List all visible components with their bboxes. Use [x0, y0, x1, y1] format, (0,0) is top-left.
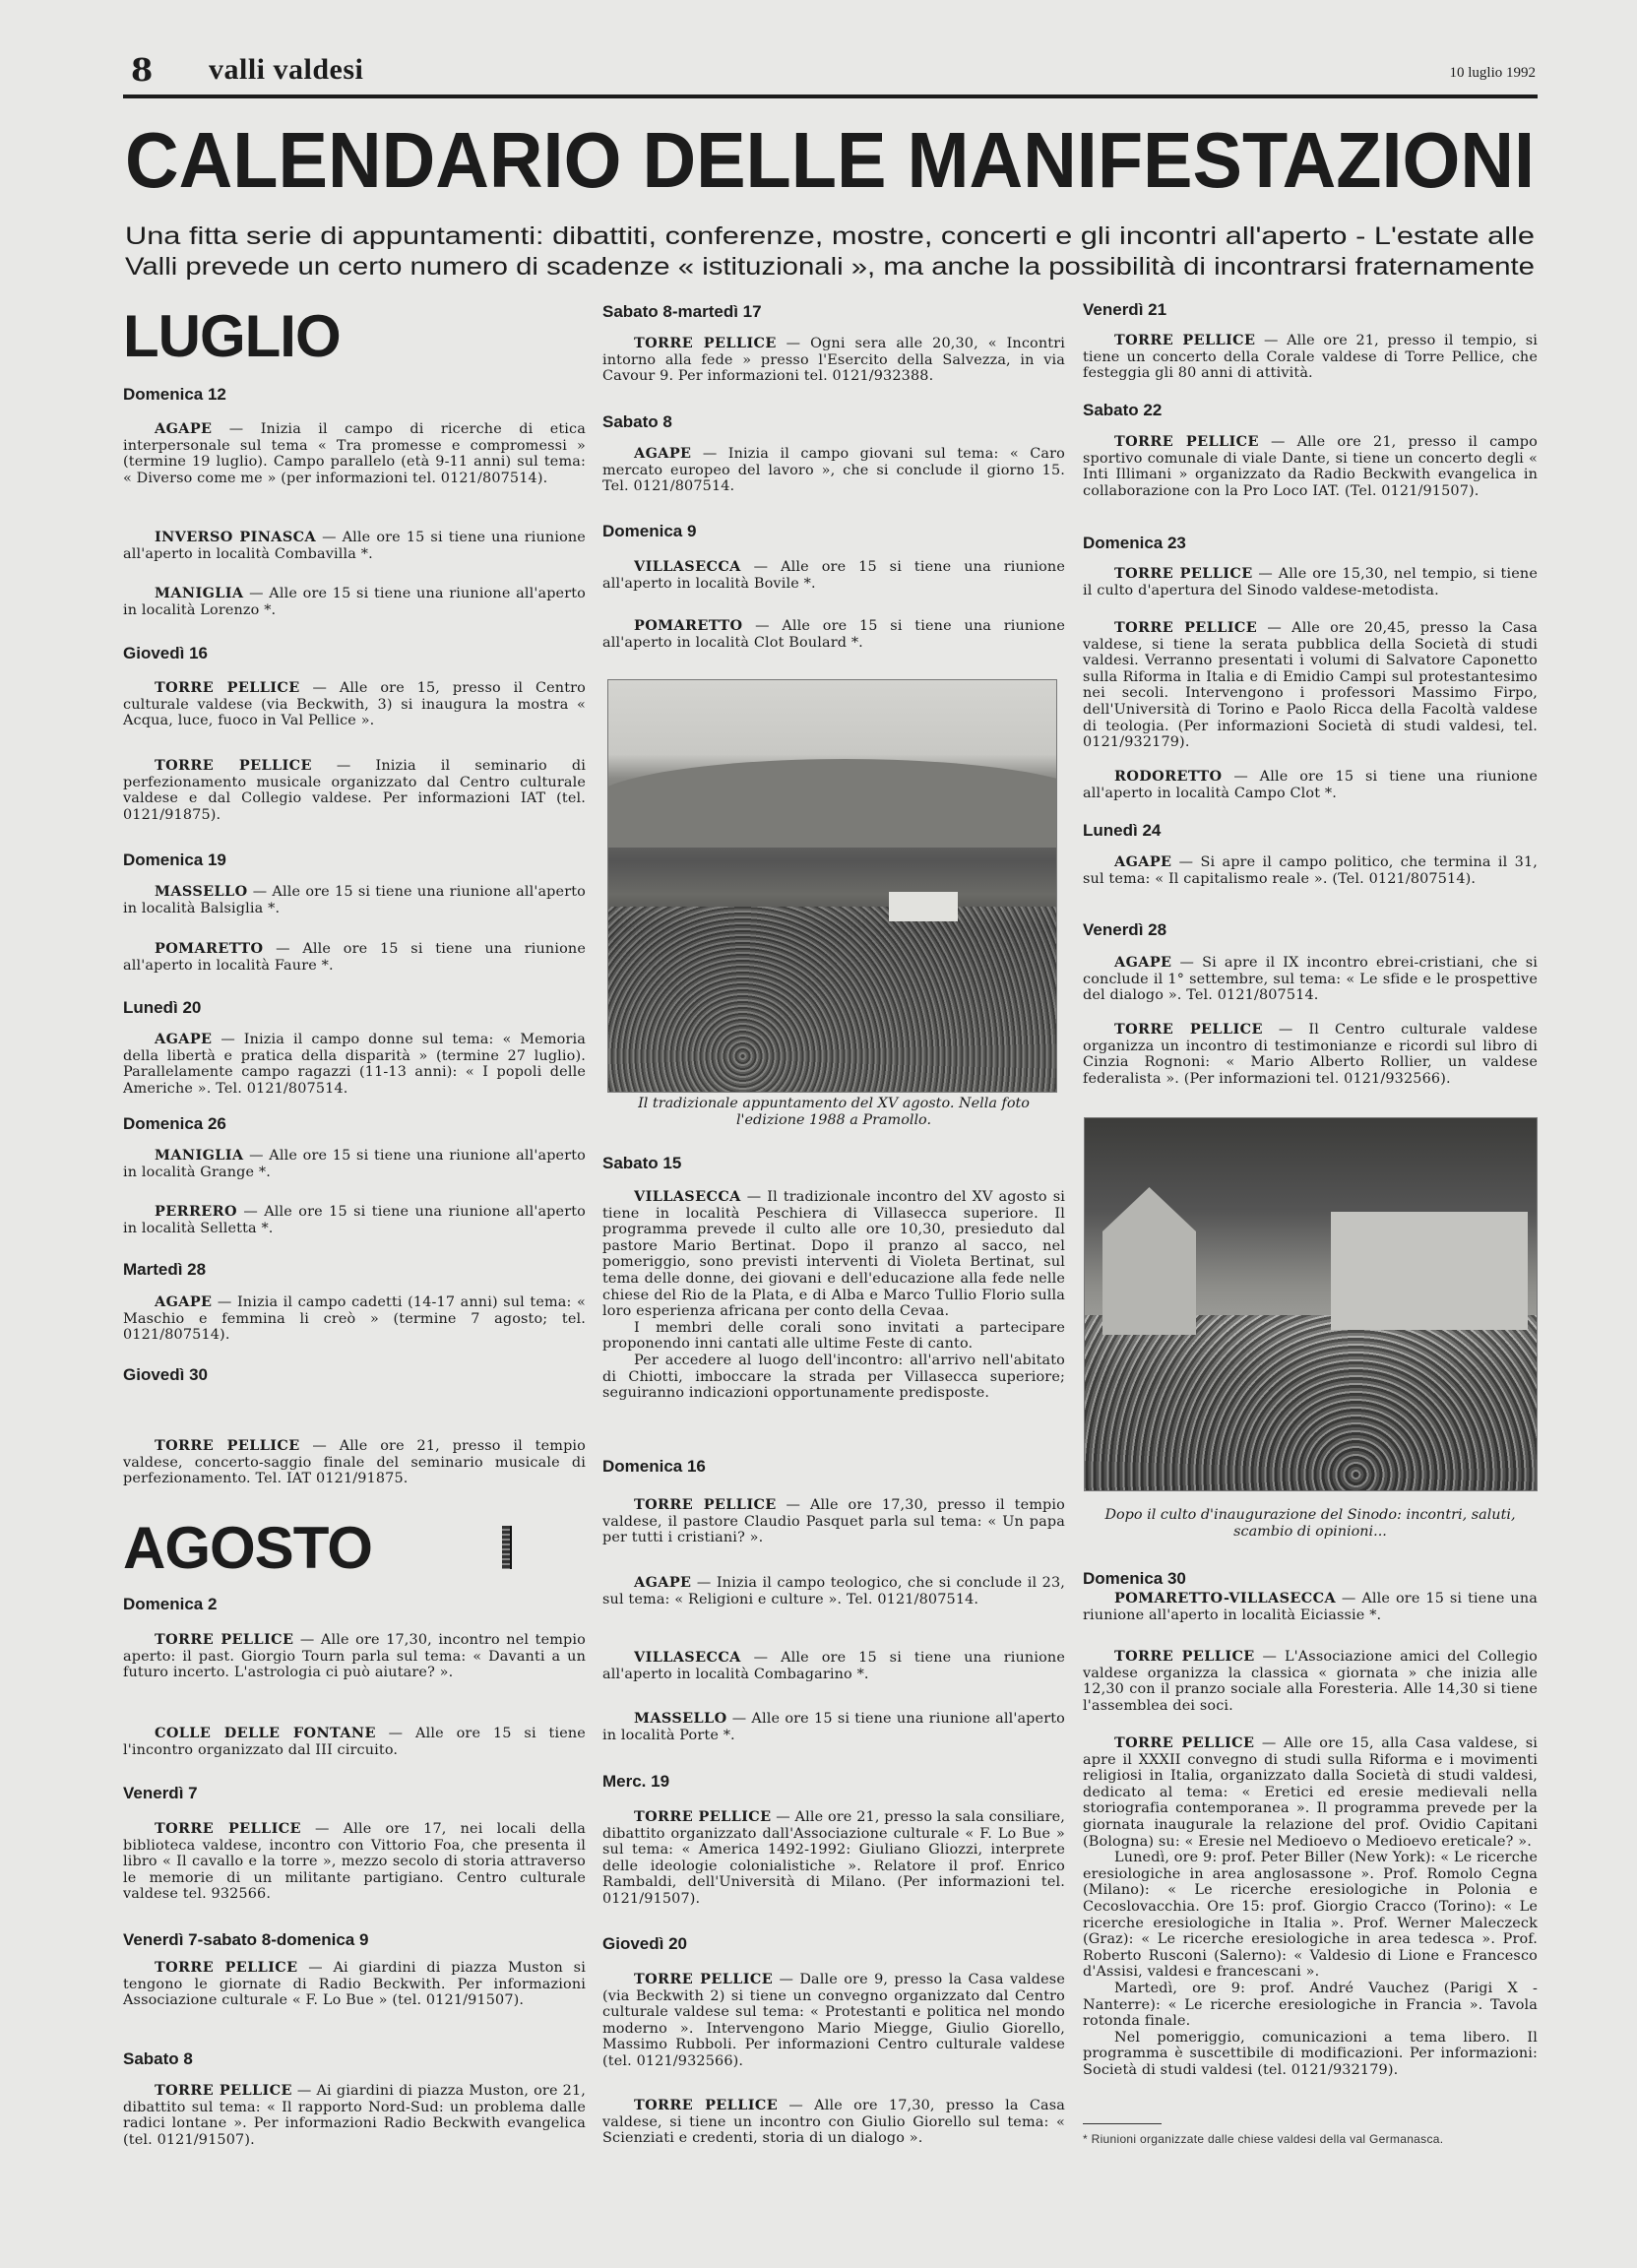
event-entry — [123, 758, 586, 823]
event-text: — Alle ore 15 si tiene una riunione all'aperto in località Lorenzo *. — [123, 586, 586, 618]
event-entry — [123, 941, 586, 974]
event-place: AGAPE — [155, 1293, 213, 1310]
event-entry — [123, 2083, 586, 2148]
footnote-rule — [1083, 2123, 1162, 2124]
event-text: — Inizia il seminario di perfezionamento musicale organizzato dal Centro culturale valdese e dal Collegio valdese. Per informazioni IAT (tel. 0121/91875). — [123, 758, 586, 823]
event-text: — Alle ore 15 si tiene una riunione all'aperto in località Eiciassie *. — [1083, 1591, 1538, 1623]
event-text: — Alle ore 15 si tiene una riunione all'aperto in località Porte *. — [602, 1711, 1065, 1743]
event-text: — L'Associazione amici del Collegio valdese organizza la classica « giornata » che inizia alle 12,30 con il pranzo sociale alla Foresteria. Alle 14,30 si tiene l'assemblea dei soci. — [1083, 1649, 1538, 1714]
event-entry — [1083, 566, 1538, 598]
event-place: TORRE PELLICE — [1114, 565, 1253, 582]
event-text: — Ai giardini di piazza Muston si tengono le giornate di Radio Beckwith. Per informazioni Associazione culturale « F. Lo Bue » (tel. 0121/91507). — [123, 1960, 586, 2009]
event-place: VILLASECCA — [634, 1649, 741, 1666]
event-place: VILLASECCA — [634, 1188, 741, 1205]
day-heading: Lunedì 24 — [1083, 821, 1162, 840]
headline-text: CALENDARIO DELLE MANIFESTAZIONI — [125, 116, 1535, 204]
event-entry — [1083, 1735, 1538, 2078]
event-entry — [1083, 434, 1538, 499]
event-text: — Inizia il campo teologico, che si conclude il 23, sul tema: « Religioni e culture ». Tel. 0121/807514. — [602, 1575, 1065, 1607]
photo-caption: Il tradizionale appuntamento del XV agosto. Nella foto l'edizione 1988 a Pramollo. — [638, 1096, 1030, 1128]
day-heading: Martedì 28 — [123, 1260, 207, 1279]
event-place: MANIGLIA — [155, 1147, 244, 1164]
month-heading-july: LUGLIO — [123, 303, 341, 369]
publication-name: valli valdesi — [209, 53, 364, 86]
day-heading: Domenica 30 — [1083, 1569, 1186, 1588]
event-text: — Alle ore 15 si tiene una riunione all'aperto in località Bovile *. — [602, 559, 1065, 592]
event-place: AGAPE — [1114, 954, 1172, 971]
event-place: MASSELLO — [155, 883, 248, 900]
event-place: POMARETTO — [155, 940, 264, 957]
event-place: AGAPE — [155, 1031, 213, 1047]
event-place: TORRE PELLICE — [155, 1959, 298, 1976]
event-paragraph: I membri delle corali sono invitati a partecipare proponendo inni cantati alle ultime Feste di canto. — [602, 1319, 1065, 1353]
day-heading: Sabato 22 — [1083, 401, 1163, 419]
event-place: TORRE PELLICE — [1114, 1021, 1263, 1038]
event-place: RODORETTO — [1114, 768, 1223, 785]
event-text: — Alle ore 17,30, presso il tempio valdese, il pastore Claudio Pasquet parla sul tema: « Un papa per tutti i cristiani? ». — [602, 1497, 1065, 1546]
event-text: — Alle ore 15, presso il Centro culturale valdese (via Beckwith, 3) si inaugura la mostra « Acqua, luce, fuoco in Val Pellice ». — [123, 680, 586, 729]
event-entry — [602, 1650, 1065, 1682]
event-text: — Inizia il campo donne sul tema: « Memoria della libertà e pratica della disparità » (termine 27 luglio). Parallelamente campo ragazzi (11-13 anni): « I popoli delle Americhe ». Tel. 0121/807514. — [123, 1032, 586, 1097]
event-place: INVERSO PINASCA — [155, 529, 317, 545]
event-entry — [602, 1711, 1065, 1743]
event-text: — Alle ore 15 si tiene una riunione all'aperto in località Campo Clot *. — [1083, 769, 1538, 801]
day-heading: Domenica 19 — [123, 850, 226, 869]
headline — [123, 116, 1541, 205]
event-place: AGAPE — [634, 445, 692, 462]
event-text: — Alle ore 21, presso il tempio valdese, concerto-saggio finale del seminario musicale di perfezionamento. Tel. IAT 0121/91875. — [123, 1438, 586, 1487]
event-entry — [123, 1821, 586, 1903]
event-entry — [123, 421, 586, 486]
event-text: — Alle ore 15 si tiene una riunione all'aperto in località Balsiglia *. — [123, 884, 586, 916]
header-rule — [123, 94, 1538, 98]
day-heading: Domenica 23 — [1083, 534, 1186, 552]
day-heading: Domenica 9 — [602, 522, 697, 540]
event-place: POMARETTO — [634, 617, 743, 634]
event-paragraph: Per accedere al luogo dell'incontro: all'arrivo nell'abitato di Chiotti, imboccare la strada per Villasecca superiore; seguiranno indicazioni opportunamente predisposte. — [602, 1352, 1065, 1402]
event-text: — Alle ore 15 si tiene l'incontro organizzato dal III circuito. — [123, 1726, 586, 1758]
day-heading: Giovedì 16 — [123, 644, 208, 662]
event-place: TORRE PELLICE — [155, 679, 300, 696]
event-entry — [1083, 1649, 1538, 1714]
photo-caption: Dopo il culto d'inaugurazione del Sinodo: incontri, saluti, scambio di opinioni... — [1104, 1507, 1516, 1540]
day-heading: Lunedì 20 — [123, 998, 202, 1017]
event-entry — [123, 1632, 586, 1681]
event-text: — Alle ore 15 si tiene una riunione all'aperto in località Grange *. — [123, 1148, 586, 1180]
event-entry — [123, 1960, 586, 2009]
event-place: TORRE PELLICE — [155, 1437, 300, 1454]
day-heading: Venerdì 28 — [1083, 920, 1167, 939]
event-text: — Ogni sera alle 20,30, « Incontri intorno alla fede » presso l'Esercito della Salvezza, in via Cavour 9. Per informazioni tel. 0121/932388. — [602, 336, 1066, 385]
event-entry — [602, 1189, 1065, 1402]
event-place: TORRE PELLICE — [155, 757, 312, 774]
event-place: AGAPE — [634, 1574, 692, 1591]
event-text: — Inizia il campo giovani sul tema: « Caro mercato europeo del lavoro », che si conclude il giorno 15. Tel. 0121/807514. — [602, 446, 1065, 495]
event-entry — [1083, 333, 1538, 382]
event-place: TORRE PELLICE — [155, 2082, 292, 2099]
event-entry — [123, 1438, 586, 1487]
month-heading-august: AGOSTO — [123, 1515, 372, 1581]
event-place: TORRE PELLICE — [634, 1808, 772, 1825]
event-entry — [123, 586, 586, 618]
event-entry — [602, 1575, 1065, 1607]
event-place: AGAPE — [1114, 853, 1172, 870]
event-place: PERRERO — [155, 1203, 237, 1220]
day-heading: Domenica 16 — [602, 1457, 706, 1476]
day-heading: Sabato 15 — [602, 1154, 682, 1172]
event-text: — Alle ore 21, presso la sala consiliare, dibattito organizzato dall'Associazione culturale « F. Lo Bue » sul tema: « America 1492-1992: Giuliano Gliozzi, interprete delle ideologie colonialistiche ». Relatore il prof. Enrico Rambaldi, dell'Università di Milano. (Per informazioni tel. 0121/91507). — [602, 1809, 1065, 1907]
event-entry — [602, 1497, 1065, 1546]
event-entry — [602, 618, 1065, 651]
event-text: — Si apre il campo politico, che termina il 31, sul tema: « Il capitalismo reale ». (Tel. 0121/807514). — [1083, 854, 1538, 887]
event-text: — Alle ore 15 si tiene una riunione all'aperto in località Selletta *. — [123, 1204, 586, 1236]
event-entry — [1083, 620, 1538, 751]
event-entry — [123, 1032, 586, 1097]
day-heading: Giovedì 30 — [123, 1365, 208, 1384]
event-place: TORRE PELLICE — [634, 2097, 779, 2113]
day-heading: Venerdì 7-sabato 8-domenica 9 — [123, 1930, 369, 1949]
event-place: TORRE PELLICE — [1114, 332, 1256, 348]
event-entry — [602, 336, 1065, 385]
event-place: AGAPE — [155, 420, 213, 437]
event-entry — [123, 1294, 586, 1344]
event-text: — Dalle ore 9, presso la Casa valdese (via Beckwith 2) si tiene un convegno organizzato dal Centro culturale valdese sul tema: « Protestanti e politica nel mondo moderno ». Intervengono Mario Miegge, Giulio Giorello, Massimo Rubboli. Per informazioni Centro culturale valdese (tel. 0121/932566). — [602, 1972, 1065, 2069]
event-text: — Si apre il IX incontro ebrei-cristiani, che si conclude il 1° settembre, sul tema: « Le sfide e le prospettive del dialogo ». Tel. 0121/807514. — [1083, 955, 1538, 1004]
event-place: TORRE PELLICE — [155, 1820, 301, 1837]
event-text: — Alle ore 20,45, presso la Casa valdese, si tiene la serata pubblica della Società di studi valdesi. Verranno presentati i volumi di Salvatore Caponetto sulla Riforma in Italia e di Emidio Campi sul protestantesimo nei secoli. Intervengono i professori Massimo Firpo, dell'Università di Torino e Paolo Ricca della Facoltà valdese di teologia. (Per informazioni Società di studi valdesi, tel. 0121/932179). — [1083, 620, 1538, 751]
event-entry — [602, 1972, 1065, 2070]
event-entry — [123, 530, 586, 562]
event-entry — [602, 2098, 1065, 2147]
event-text: — Alle ore 21, presso il tempio, si tiene un concerto della Corale valdese di Torre Pellice, che festeggia gli 80 anni di attività. — [1083, 333, 1538, 382]
event-text: — Alle ore 17,30, incontro nel tempio aperto: il past. Giorgio Tourn parla sul tema: « Davanti a un futuro incerto. L'astrologia ci può aiutare? ». — [123, 1632, 586, 1681]
event-text: — Alle ore 21, presso il campo sportivo comunale di viale Dante, si tiene un concerto degli « Inti Illimani » organizzato da Radio Beckwith evangelica in collaborazione con la Pro Loco IAT. (Tel. 0121/91507). — [1083, 434, 1538, 499]
event-text: — Alle ore 15, alla Casa valdese, si apre il XXXII convegno di studi sulla Riforma e i movimenti religiosi in Italia, organizzato dalla Società di studi valdesi, dedicato al tema: « Eretici ed eresie medievali nella storiografia contemporanea ». Il programma prevede per la giornata inaugurale la relazione del prof. Ovidio Capitani (Bologna) su: « Eresie nel Medioevo o Medioevo ereticale? ». — [1083, 1735, 1538, 1850]
page-number: 8 — [131, 51, 154, 89]
event-text: — Il tradizionale incontro del XV agosto si tiene in località Peschiera di Villasecca superiore. Il programma prevede il culto alle ore 10,30, presieduto dal pastore Mario Bertinat. Dopo il pranzo al sacco, nel pomeriggio, sono previsti interventi di Violeta Bertinat, sul tema delle donne, dei giovani e dell'educazione alla fede nelle chiese del Rio de la Plata, e di Alba e Marco Tullio Florio sulla loro esperienza africana per conto della Cevaa. — [602, 1189, 1065, 1320]
event-place: POMARETTO-VILLASECCA — [1114, 1590, 1337, 1606]
event-entry — [602, 1809, 1065, 1908]
print-mark — [502, 1526, 512, 1569]
event-place: MASSELLO — [634, 1710, 727, 1727]
event-text: — Alle ore 15 si tiene una riunione all'aperto in località Clot Boulard *. — [602, 618, 1065, 651]
day-heading: Sabato 8 — [123, 2049, 193, 2068]
day-heading: Sabato 8-martedì 17 — [602, 302, 762, 321]
day-heading: Venerdì 7 — [123, 1784, 198, 1802]
day-heading: Domenica 12 — [123, 385, 226, 404]
event-entry — [123, 884, 586, 916]
event-entry — [1083, 769, 1538, 801]
event-entry — [602, 446, 1065, 495]
event-place: TORRE PELLICE — [1114, 433, 1259, 450]
event-entry — [602, 559, 1065, 592]
event-entry — [1083, 1591, 1538, 1623]
event-entry — [1083, 1022, 1538, 1087]
event-place: TORRE PELLICE — [155, 1631, 294, 1648]
event-place: TORRE PELLICE — [1114, 619, 1258, 636]
day-heading: Domenica 2 — [123, 1595, 218, 1613]
day-heading: Sabato 8 — [602, 412, 672, 431]
event-text: — Inizia il campo cadetti (14-17 anni) sul tema: « Maschio e femmina li creò » (termine 7 agosto; tel. 0121/807514). — [123, 1294, 586, 1344]
photo-synod-crowd — [1084, 1117, 1538, 1491]
event-entry — [1083, 955, 1538, 1004]
event-place: TORRE PELLICE — [634, 1971, 774, 1987]
standfirst — [123, 219, 1541, 287]
event-text: — Il Centro culturale valdese organizza un incontro di testimonianze e ricordi sul libro di Cinzia Rognoni: « Mario Alberto Rollier, un valdese federalista ». (Per informazioni tel. 0121/932566). — [1083, 1022, 1538, 1087]
event-entry — [1083, 854, 1538, 887]
standfirst-line: Valli prevede un certo numero di scadenze « istituzionali », ma anche la possibilità di incontrarsi fraternamente — [125, 253, 1535, 281]
event-place: TORRE PELLICE — [1114, 1734, 1255, 1751]
footnote: * Riunioni organizzate dalle chiese valdesi della val Germanasca. — [1083, 2132, 1444, 2146]
event-text: — Inizia il campo di ricerche di etica interpersonale sul tema « Tra promesse e compromessi » (termine 19 luglio). Campo parallelo (età 9-11 anni) sul tema: « Diverso come me » (per informazioni tel. 0121/807514). — [123, 421, 587, 486]
day-heading: Venerdì 21 — [1083, 300, 1167, 319]
issue-date: 10 luglio 1992 — [1449, 65, 1536, 81]
day-heading: Giovedì 20 — [602, 1934, 687, 1953]
event-text: — Alle ore 17,30, presso la Casa valdese, si tiene un incontro con Giulio Giorello sul tema: « Scienziati e credenti, storia di un dialogo ». — [602, 2098, 1065, 2147]
event-place: VILLASECCA — [634, 558, 741, 575]
event-paragraph: Martedì, ore 9: prof. André Vauchez (Parigi X - Nanterre): « Le ricerche eresiologiche in Francia ». Tavola rotonda finale. — [1083, 1980, 1538, 2030]
event-entry — [123, 1726, 586, 1758]
event-entry — [123, 680, 586, 729]
event-text: — Ai giardini di piazza Muston, ore 21, dibattito sul tema: « Il rapporto Nord-Sud: un problema dalle radici lontane ». Per informazioni Radio Beckwith evangelica (tel. 0121/91507). — [123, 2083, 586, 2148]
event-text: — Alle ore 15 si tiene una riunione all'aperto in località Combavilla *. — [123, 530, 586, 562]
event-text: — Alle ore 15 si tiene una riunione all'aperto in località Combagarino *. — [602, 1650, 1065, 1682]
event-text: — Alle ore 17, nei locali della biblioteca valdese, incontro con Vittorio Foa, che presenta il libro « Il cavallo e la torre », mezzo secolo di storia attraverso le memorie di un militante partigiano. Centro culturale valdese tel. 932566. — [123, 1821, 586, 1903]
standfirst-line: Una fitta serie di appuntamenti: dibattiti, conferenze, mostre, concerti e gli incontri all'aperto - L'estate alle — [125, 222, 1535, 250]
event-text: — Alle ore 15,30, nel tempio, si tiene il culto d'apertura del Sinodo valdese-metodista. — [1083, 566, 1538, 598]
event-place: TORRE PELLICE — [1114, 1648, 1255, 1665]
event-entry — [123, 1148, 586, 1180]
event-place: TORRE PELLICE — [634, 1496, 777, 1513]
event-entry — [123, 1204, 586, 1236]
photo-open-air-gathering — [607, 679, 1057, 1093]
event-paragraph: Nel pomeriggio, comunicazioni a tema libero. Il programma è suscettibile di modificazioni. Per informazioni: Società di studi valdesi (tel. 0121/932179). — [1083, 2029, 1538, 2078]
event-text: — Alle ore 15 si tiene una riunione all'aperto in località Faure *. — [123, 941, 586, 974]
day-heading: Merc. 19 — [602, 1772, 670, 1791]
event-paragraph: Lunedì, ore 9: prof. Peter Biller (New York): « Le ricerche eresiologiche in area anglosassone ». Prof. Romolo Cegna (Milano): « Le ricerche eresiologiche in Polonia e Cecoslovacchia. Ore 15: prof. Giorgio Cracco (Torino): « Le ricerche eresiologiche in Italia ». Prof. Werner Maleczeck (Graz): « Le ricerche eresiologiche in area tedesca ». Prof. Roberto Rusconi (Salerno): « Valdesio di Lione e Francesco d'Assisi, valdesi e francescani ». — [1083, 1850, 1538, 1981]
event-place: TORRE PELLICE — [634, 335, 777, 351]
event-place: COLLE DELLE FONTANE — [155, 1725, 376, 1741]
event-place: MANIGLIA — [155, 585, 244, 601]
day-heading: Domenica 26 — [123, 1114, 226, 1133]
